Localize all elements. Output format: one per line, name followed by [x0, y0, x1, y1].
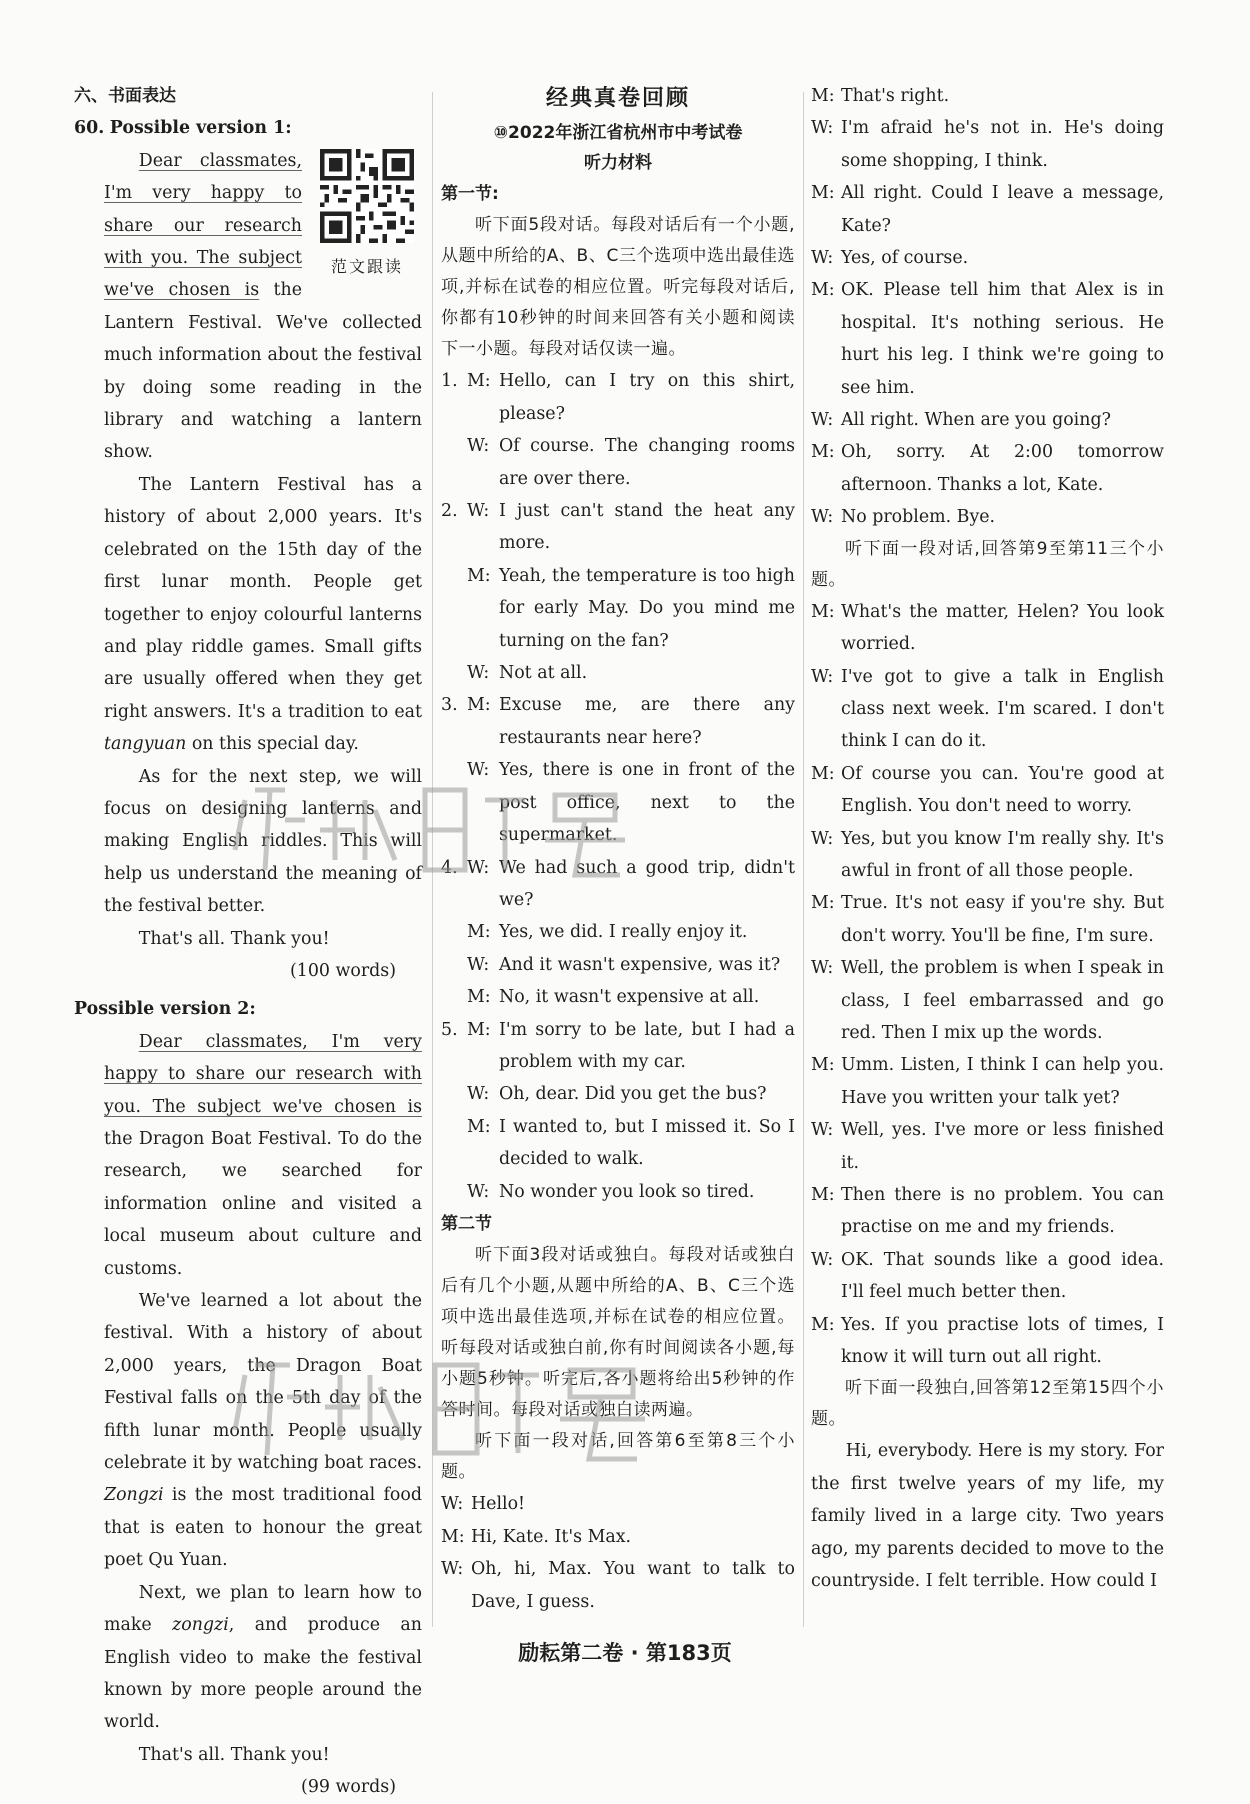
- speaker-label: M:: [811, 1314, 835, 1335]
- dialogue-line: [441, 657, 795, 689]
- dialogue-text: That's right.: [841, 86, 950, 106]
- speaker-label: W:: [467, 760, 490, 781]
- dialogue-line: [441, 1553, 795, 1618]
- dialogue-line: [811, 758, 1164, 823]
- exam-title: ⑩2022年浙江省杭州市中考试卷: [493, 123, 743, 143]
- dialogue-number: 3.: [441, 695, 458, 716]
- column-1: [74, 80, 422, 1804]
- dialogue-line: [441, 430, 795, 495]
- dialogue-text: I wanted to, but I missed it. So I decided to walk.: [499, 1116, 795, 1170]
- dialogue-number: [441, 981, 467, 1013]
- speaker-label: M:: [811, 763, 835, 784]
- dialogue-line: [811, 177, 1164, 242]
- column-divider: [432, 92, 433, 1627]
- version-2-heading: Possible version 2:: [74, 999, 256, 1020]
- column-divider: [803, 92, 804, 1627]
- speaker-label: M:: [467, 1116, 491, 1137]
- dialogue-number: [441, 949, 467, 981]
- essay-closing: That's all. Thank you!: [138, 1744, 330, 1765]
- essay-text: The Lantern Festival has a history of about 2,000 years. It's celebrated on the 15th day of the first lunar month. People get together to enjoy colourful lanterns and play riddle games. Small gifts are usually offered when they get right answers. It's a tradition to eat: [104, 474, 422, 722]
- speaker-label: M:: [467, 371, 491, 392]
- speaker-label: W:: [811, 666, 834, 687]
- speaker-label: M:: [811, 1185, 835, 1205]
- column-3: [811, 80, 1164, 1597]
- essay-opening: Dear classmates, I'm very happy to share our research with you. The subject we've chosen is: [104, 1031, 422, 1117]
- speaker-label: W:: [467, 954, 490, 975]
- dialogue-line: [811, 501, 1164, 533]
- speaker-label: W:: [811, 118, 834, 139]
- essay-italic-term: tangyuan: [104, 734, 187, 755]
- section-heading: 六、书面表达: [74, 86, 176, 106]
- dialogue-list: [811, 80, 1164, 534]
- section-heading: 第一节:: [441, 184, 499, 204]
- dialogue-line: [811, 596, 1164, 661]
- dialogue-line: [441, 754, 795, 851]
- dialogue-list: [441, 1488, 795, 1618]
- dialogue-text: What's the matter, Helen? You look worried.: [841, 601, 1164, 655]
- dialogue-number: [441, 1078, 467, 1110]
- speaker-label: M:: [467, 1019, 491, 1040]
- speaker-label: W:: [467, 857, 490, 878]
- dialogue-text: Yes, but you know I'm really shy. It's awful in front of all those people.: [841, 828, 1164, 881]
- speaker-label: W:: [811, 828, 834, 849]
- dialogue-number: [441, 1176, 467, 1208]
- speaker-label: M:: [811, 280, 835, 301]
- dialogue-line: [811, 112, 1164, 177]
- essay-closing: That's all. Thank you!: [138, 928, 330, 949]
- word-count: (100 words): [289, 960, 396, 981]
- dialogue-line: [441, 1176, 795, 1208]
- dialogue-line: [811, 1179, 1164, 1244]
- dialogue-number: [441, 754, 467, 851]
- dialogue-text: Oh, hi, Max. You want to talk to Dave, I guess.: [471, 1559, 795, 1612]
- speaker-label: M:: [467, 565, 491, 586]
- dialogue-text: Yes, we did. I really enjoy it.: [499, 922, 748, 943]
- dialogue-text: OK. That sounds like a good idea. I'll feel much better then.: [841, 1249, 1164, 1303]
- dialogue-text: Then there is no problem. You can practise on me and my friends.: [841, 1185, 1164, 1238]
- dialogue-number: 1.: [441, 371, 458, 392]
- speaker-label: W:: [811, 958, 834, 979]
- question-prompt: 听下面一段对话,回答第6至第8三个小题。: [441, 1431, 795, 1483]
- dialogue-text: Well, the problem is when I speak in class, I feel embarrassed and go red. Then I mix up the words.: [841, 958, 1164, 1043]
- dialogue-line: [811, 661, 1164, 758]
- instructions: 听下面3段对话或独白。每段对话或独白后有几个小题,从题中所给的A、B、C三个选项中选出最佳选项,并标在试卷的相应位置。听每段对话或独白前,你有时间阅读各小题,每小题5秒钟。听完后,各小题将给出5秒钟的作答时间。每段对话或独白读两遍。: [441, 1245, 795, 1421]
- speaker-label: M:: [441, 1526, 465, 1547]
- dialogue-line: [441, 689, 795, 754]
- dialogue-line: [811, 1244, 1164, 1309]
- dialogue-text: No problem. Bye.: [841, 507, 996, 528]
- speaker-label: W:: [811, 1249, 834, 1270]
- dialogue-text: No wonder you look so tired.: [499, 1181, 755, 1202]
- dialogue-line: [811, 1114, 1164, 1179]
- qr-block[interactable]: [312, 149, 422, 280]
- dialogue-number: 2.: [441, 501, 458, 522]
- dialogue-line: [441, 1521, 795, 1553]
- dialogue-text: Oh, sorry. At 2:00 tomorrow afternoon. Thanks a lot, Kate.: [841, 442, 1164, 495]
- essay-text: As for the next step, we will focus on designing lanterns and making English riddles. This will help us understand the meaning of the festival better.: [104, 766, 422, 917]
- section-heading: 第二节: [441, 1213, 492, 1234]
- qr-caption: 范文跟读: [330, 257, 403, 277]
- instructions: 听下面5段对话。每段对话后有一个小题,从题中所给的A、B、C三个选项中选出最佳选项,并标在试卷的相应位置。听完每段对话后,你都有10秒钟的时间来回答有关小题和阅读下一小题。每段对话仅读一遍。: [441, 215, 795, 360]
- dialogue-text: True. It's not easy if you're shy. But don't worry. You'll be fine, I'm sure.: [841, 893, 1164, 946]
- essay-italic-term: Zongzi: [104, 1485, 164, 1506]
- essay-version-2: [74, 1026, 422, 1804]
- essay-text: the Dragon Boat Festival. To do the research, we searched for information online and visited a local museum about culture and customs.: [104, 1129, 422, 1279]
- dialogue-text: Umm. Listen, I think I can help you. Have you written your talk yet?: [841, 1055, 1164, 1108]
- speaker-label: W:: [811, 248, 834, 269]
- dialogue-text: Well, yes. I've more or less finished it.: [841, 1120, 1164, 1173]
- dialogue-line: [441, 560, 795, 657]
- dialogue-text: Oh, dear. Did you get the bus?: [499, 1084, 767, 1105]
- dialogue-line: [811, 404, 1164, 436]
- dialogue-line: [441, 981, 795, 1013]
- essay-opening: Dear classmates, I'm very happy to share our research with you. The subject we've chosen is: [104, 150, 302, 301]
- dialogue-line: [811, 823, 1164, 888]
- dialogue-line: [441, 852, 795, 917]
- dialogue-text: I'm sorry to be late, but I had a problem with my car.: [499, 1019, 795, 1072]
- speaker-label: W:: [467, 436, 490, 457]
- dialogue-line: [811, 80, 1164, 112]
- speaker-label: W:: [467, 663, 490, 684]
- dialogue-line: [441, 1078, 795, 1110]
- speaker-label: M:: [811, 601, 835, 622]
- speaker-label: M:: [811, 183, 835, 204]
- page-footer: 励耘第二卷 · 第183页: [518, 1641, 732, 1665]
- dialogue-number: [441, 430, 467, 495]
- dialogue-line: [811, 274, 1164, 404]
- essay-text: on this special day.: [186, 734, 359, 755]
- dialogue-line: [441, 1488, 795, 1520]
- speaker-label: W:: [467, 1181, 490, 1202]
- dialogue-text: And it wasn't expensive, was it?: [499, 954, 781, 975]
- dialogue-text: Of course. The changing rooms are over there.: [499, 436, 795, 489]
- dialogue-text: Not at all.: [499, 663, 588, 684]
- dialogue-list: [811, 596, 1164, 1374]
- exam-subtitle: 听力材料: [584, 153, 652, 173]
- speaker-label: W:: [811, 507, 834, 528]
- dialogue-text: Yeah, the temperature is too high for early May. Do you mind me turning on the fan?: [499, 565, 795, 651]
- qr-code-icon[interactable]: [320, 149, 414, 243]
- essay-text: is the most traditional food that is eaten to honour the great poet Qu Yuan.: [104, 1485, 422, 1571]
- dialogue-number: 4.: [441, 857, 458, 878]
- speaker-label: M:: [467, 987, 491, 1008]
- dialogue-line: [441, 949, 795, 981]
- dialogue-text: Yes. If you practise lots of times, I know it will turn out all right.: [841, 1314, 1164, 1368]
- dialogue-text: I'm afraid he's not in. He's doing some shopping, I think.: [841, 118, 1164, 171]
- dialogue-line: [811, 952, 1164, 1049]
- dialogue-line: [811, 1309, 1164, 1374]
- column-2: [441, 80, 795, 1618]
- dialogue-text: Of course you can. You're good at English. You don't need to worry.: [841, 763, 1164, 817]
- speaker-label: W:: [441, 1559, 464, 1580]
- dialogue-text: No, it wasn't expensive at all.: [499, 987, 760, 1008]
- essay-italic-term: zongzi: [172, 1615, 229, 1636]
- dialogue-number: [441, 560, 467, 657]
- version-label: Possible version 1:: [109, 118, 292, 139]
- dialogue-text: We had such a good trip, didn't we?: [499, 857, 795, 910]
- dialogue-text: Excuse me, are there any restaurants near here?: [499, 695, 795, 748]
- dialogue-line: [441, 916, 795, 948]
- essay-text: , and produce an English video to make the festival known by more people around the world.: [104, 1615, 422, 1733]
- essay-version-1: [74, 145, 422, 988]
- dialogue-text: Hi, Kate. It's Max.: [471, 1526, 632, 1547]
- dialogue-line: [811, 887, 1164, 952]
- dialogue-list: [441, 365, 795, 1208]
- dialogue-line: [811, 436, 1164, 501]
- monologue-text: Hi, everybody. Here is my story. For the first twelve years of my life, my family lived in a large city. Two years ago, my parents decided to move to the countryside. I felt terrible. How could I: [811, 1441, 1164, 1592]
- dialogue-number: [441, 657, 467, 689]
- question-prompt: 听下面一段独白,回答第12至第15四个小题。: [811, 1378, 1164, 1430]
- dialogue-text: Hello!: [471, 1494, 526, 1515]
- dialogue-line: [811, 1049, 1164, 1114]
- essay-text: the Lantern Festival. We've collected much information about the festival by doing some reading in the library and watching a lantern show.: [104, 280, 422, 463]
- dialogue-text: All right. Could I leave a message, Kate?: [841, 183, 1164, 236]
- dialogue-text: Hello, can I try on this shirt, please?: [499, 371, 795, 424]
- dialogue-text: All right. When are you going?: [841, 410, 1111, 431]
- question-prompt: 听下面一段对话,回答第9至第11三个小题。: [811, 538, 1164, 590]
- version-1-heading: [74, 112, 422, 144]
- dialogue-number: [441, 1111, 467, 1176]
- dialogue-text: Yes, there is one in front of the post office, next to the supermarket.: [499, 760, 795, 846]
- speaker-label: W:: [467, 501, 490, 522]
- speaker-label: W:: [441, 1494, 464, 1515]
- speaker-label: W:: [467, 1084, 490, 1105]
- word-count: (99 words): [301, 1777, 396, 1798]
- dialogue-line: [441, 495, 795, 560]
- speaker-label: M:: [467, 922, 491, 943]
- page-title: 经典真卷回顾: [545, 86, 690, 111]
- dialogue-text: Yes, of course.: [841, 248, 969, 269]
- dialogue-line: [811, 242, 1164, 274]
- dialogue-line: [441, 1014, 795, 1079]
- dialogue-line: [441, 365, 795, 430]
- speaker-label: M:: [811, 893, 835, 914]
- speaker-label: M:: [811, 86, 835, 106]
- speaker-label: W:: [811, 1120, 834, 1141]
- speaker-label: M:: [811, 1055, 835, 1076]
- dialogue-text: I just can't stand the heat any more.: [499, 501, 795, 554]
- dialogue-number: 5.: [441, 1019, 458, 1040]
- speaker-label: M:: [467, 695, 491, 716]
- question-number: 60.: [74, 118, 105, 139]
- dialogue-line: [441, 1111, 795, 1176]
- essay-text: We've learned a lot about the festival. With a history of about 2,000 years, the Dragon Boat Festival falls on the 5th day of the fifth lunar month. People usually celebrate it by watching boat races.: [104, 1291, 422, 1474]
- dialogue-text: I've got to give a talk in English class next week. I'm scared. I don't think I can do it.: [841, 666, 1164, 752]
- speaker-label: M:: [811, 442, 835, 463]
- dialogue-text: OK. Please tell him that Alex is in hospital. It's nothing serious. He hurt his leg. I think we're going to see him.: [841, 280, 1164, 398]
- speaker-label: W:: [811, 410, 834, 431]
- essay-text: Next, we plan to learn how to make: [104, 1582, 422, 1636]
- dialogue-number: [441, 916, 467, 948]
